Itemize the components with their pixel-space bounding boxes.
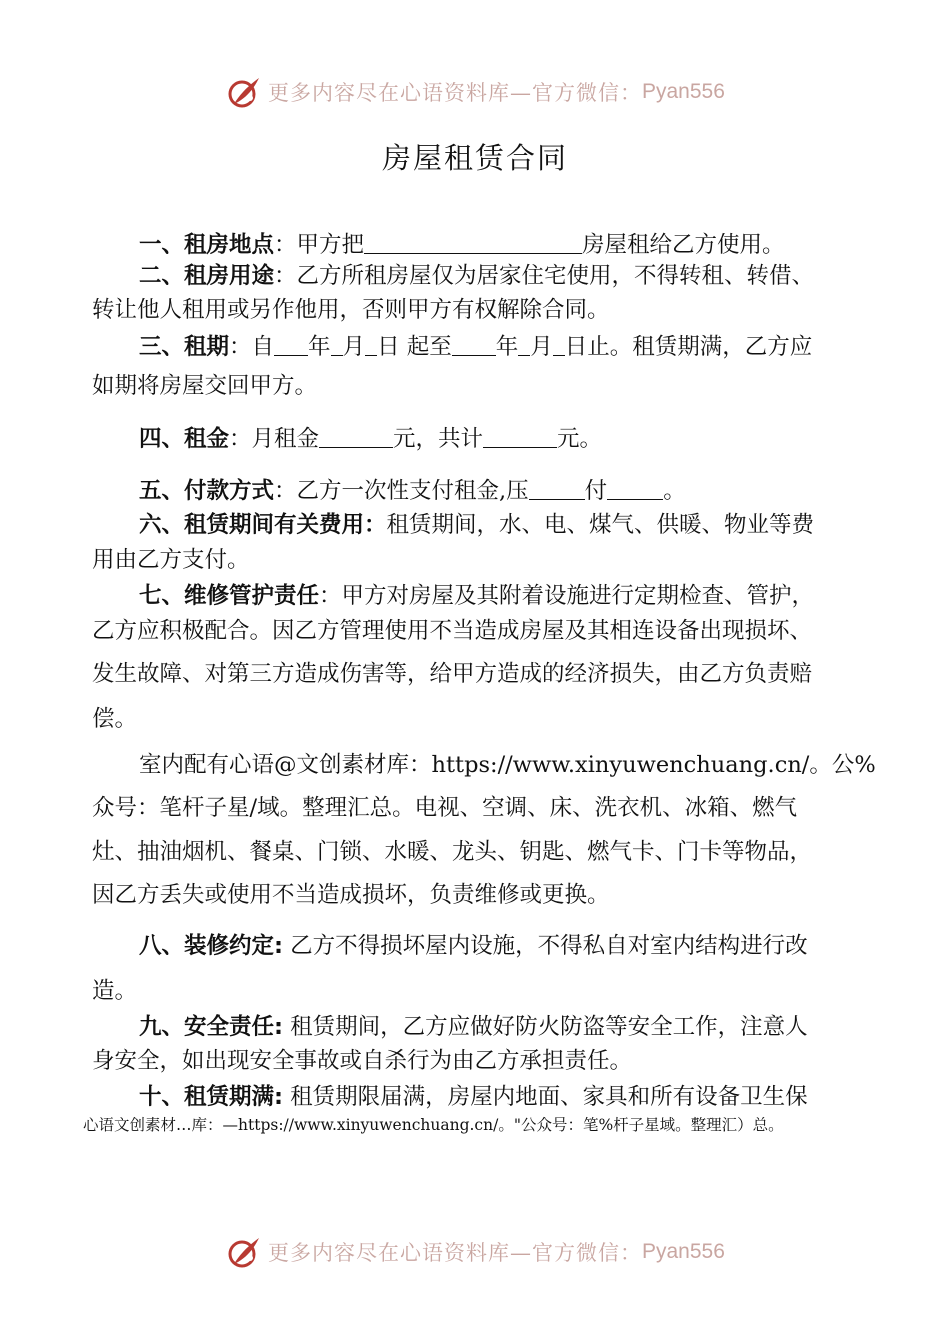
- clause-heading: 八、装修约定:: [139, 933, 283, 959]
- blank-line: [529, 475, 585, 500]
- blank-line: [319, 423, 393, 448]
- clause-2-cont: 转让他人租用或另作他用，否则甲方有权解除合同。: [92, 297, 610, 323]
- furnishings-paragraph-cont-2: 灶、抽油烟机、餐桌、门锁、水暖、龙头、钥匙、燃气卡、门卡等物品，: [92, 839, 813, 865]
- clause-7-cont-2: 发生故障、对第三方造成伤害等，给甲方造成的经济损失，由乙方负责赔: [92, 661, 813, 687]
- clause-3: 三、租期：自 年 月 日 起至 年 月 日止。租赁期满，乙方应: [139, 331, 872, 363]
- blank-line: [483, 423, 557, 448]
- clause-10: 十、租赁期满: 租赁期限届满，房屋内地面、家具和所有设备卫生保: [139, 1084, 808, 1110]
- watermark-banner-bottom: [0, 1232, 950, 1272]
- furnishings-paragraph-cont-1: 众号：笔杆子星/域。整理汇总。电视、空调、床、洗衣机、冰箱、燃气: [92, 795, 798, 821]
- clause-heading: 一、租房地点: [139, 232, 275, 258]
- banner-text: 更多内容尽在心语资料库—官方微信：: [268, 1241, 642, 1265]
- footer-source-note: 心语文创素材…库：—https://www.xinyuwenchuang.cn/。"公众号：笔%杆子星域。整理汇）总。: [83, 1116, 784, 1134]
- feather-logo-icon: [226, 74, 262, 110]
- clause-heading: 六、租赁期间有关费用：: [139, 512, 387, 538]
- furnishings-paragraph-cont-3: 因乙方丢失或使用不当造成损坏，负责维修或更换。: [92, 882, 610, 908]
- document-title: 房屋租赁合同: [381, 141, 568, 175]
- blank-line: [365, 331, 377, 356]
- blank-line: [607, 475, 663, 500]
- clause-6-cont: 用由乙方支付。: [92, 547, 250, 573]
- clause-heading: 七、维修管护责任: [139, 583, 320, 609]
- watermark-banner-top: [0, 72, 950, 112]
- furnishings-paragraph: 室内配有心语@文创素材库：https://www.xinyuwenchuang.cn/。公%: [139, 752, 876, 778]
- clause-6: 六、租赁期间有关费用：租赁期间，水、电、煤气、供暖、物业等费: [139, 512, 815, 538]
- blank-line: [331, 331, 343, 356]
- clause-heading: 五、付款方式: [139, 478, 275, 504]
- clause-8: 八、装修约定: 乙方不得损坏屋内设施，不得私自对室内结构进行改: [139, 933, 808, 959]
- clause-9-cont: 身安全，如出现安全事故或自杀行为由乙方承担责任。: [92, 1048, 633, 1074]
- clause-7-cont-1: 乙方应积极配合。因乙方管理使用不当造成房屋及其相连设备出现损坏、: [92, 618, 813, 644]
- clause-heading: 三、租期: [139, 334, 230, 360]
- clause-7: 七、维修管护责任：甲方对房屋及其附着设施进行定期检查、管护，: [139, 583, 815, 609]
- clause-heading: 十、租赁期满:: [139, 1084, 283, 1110]
- clause-7-cont-3: 偿。: [92, 706, 138, 732]
- clause-4: 四、租金：月租金 元，共计 元。: [139, 423, 872, 455]
- blank-line: [518, 331, 530, 356]
- blank-line: [274, 331, 308, 356]
- clause-9: 九、安全责任: 租赁期间，乙方应做好防火防盗等安全工作，注意人: [139, 1014, 808, 1040]
- banner-text: 更多内容尽在心语资料库—官方微信：: [268, 81, 642, 105]
- banner-wechat-id: Pyan556: [642, 1240, 725, 1263]
- clause-3-cont: 如期将房屋交回甲方。: [92, 373, 318, 399]
- clause-2: 二、租房用途：乙方所租房屋仅为居家住宅使用，不得转租、转借、: [139, 263, 815, 289]
- clause-1: 一、租房地点：甲方把 房屋租给乙方使用。: [139, 229, 872, 261]
- blank-line: [553, 331, 565, 356]
- clause-5: 五、付款方式：乙方一次性支付租金,压 付 。: [139, 475, 872, 507]
- clause-heading: 二、租房用途: [139, 263, 275, 289]
- blank-line: [452, 331, 496, 356]
- blank-line: [364, 229, 582, 254]
- banner-wechat-id: Pyan556: [642, 80, 725, 103]
- clause-8-cont: 造。: [92, 978, 138, 1004]
- clause-heading: 四、租金: [139, 426, 230, 452]
- feather-logo-icon: [226, 1234, 262, 1270]
- clause-heading: 九、安全责任:: [139, 1014, 283, 1040]
